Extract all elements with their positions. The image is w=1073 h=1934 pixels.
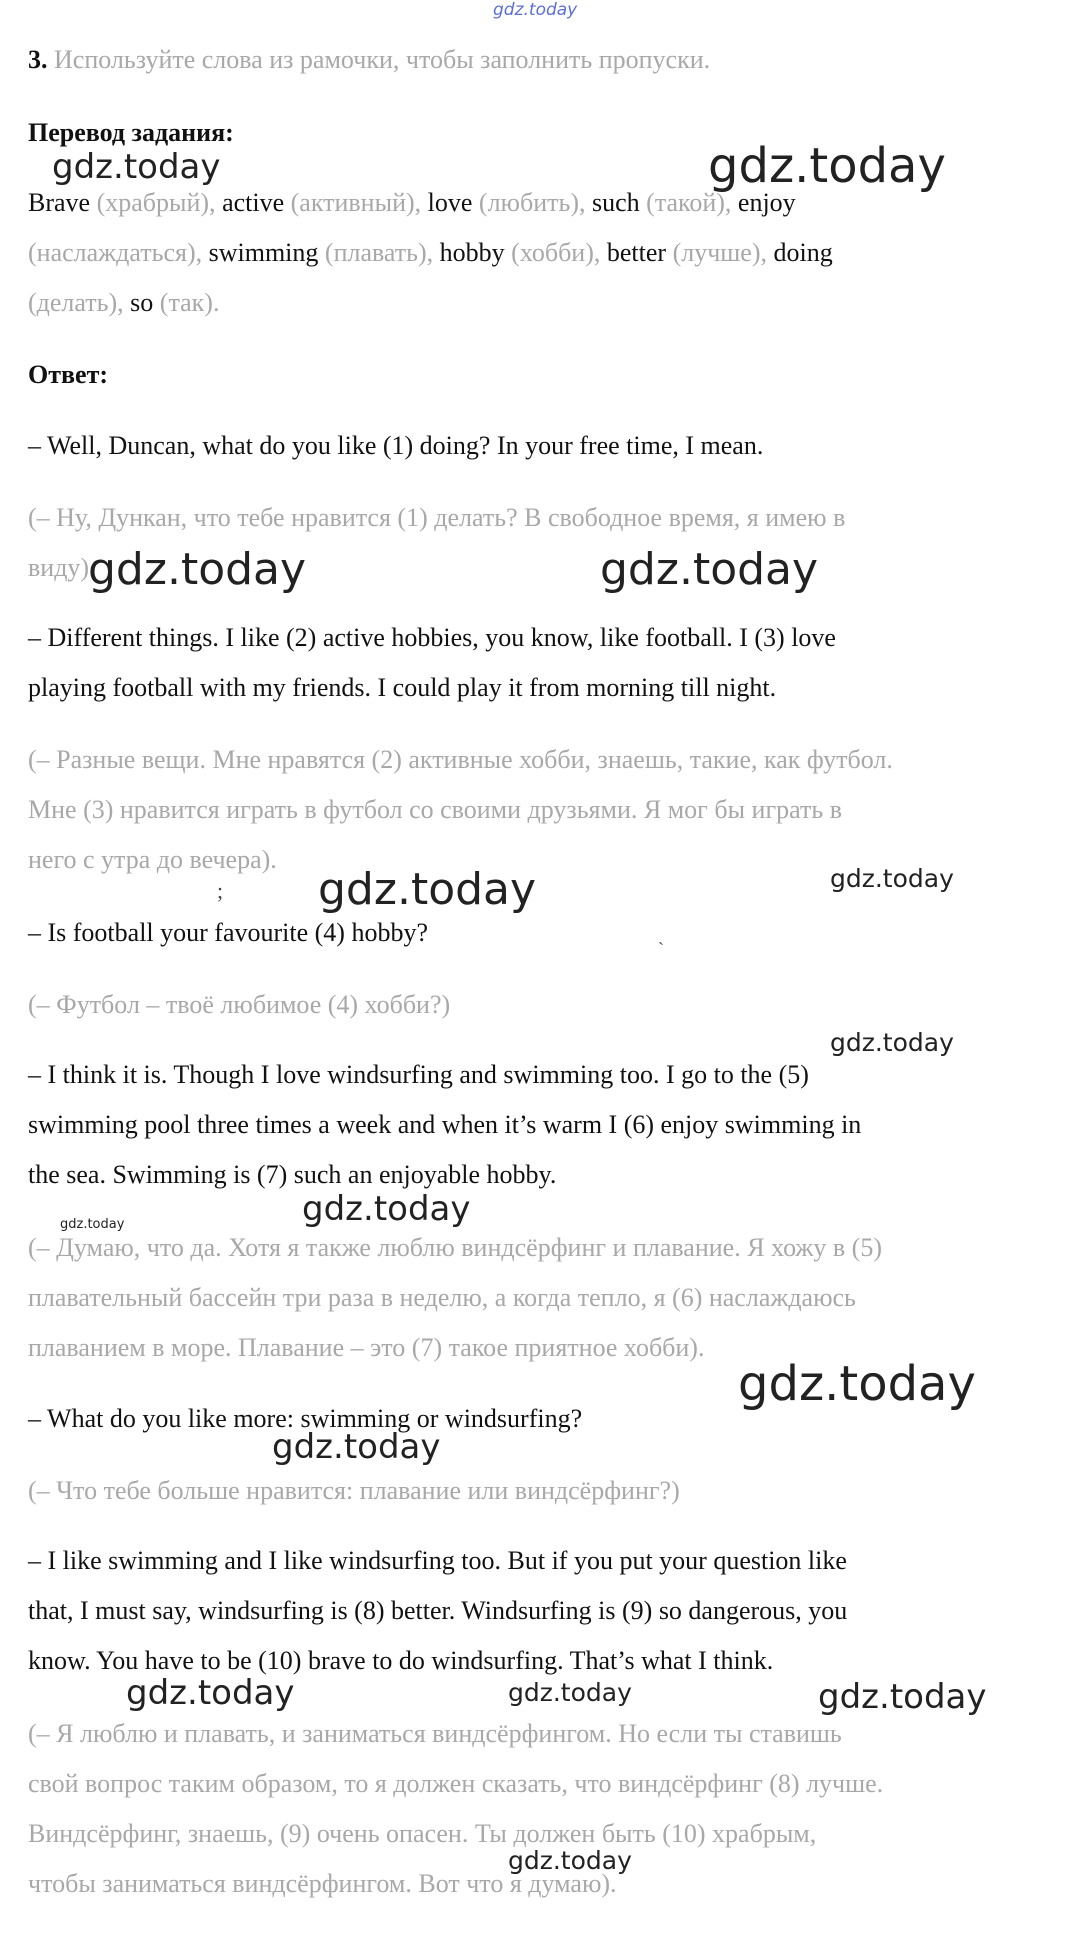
dialogue-en-line: that, I must say, windsurfing is (8) better. Windsurfing is (9) so dangerous, you	[28, 1596, 848, 1625]
dialogue-ru-line: Виндсёрфинг, знаешь, (9) очень опасен. Ты должен быть (10) храбрым,	[28, 1819, 817, 1848]
word-ru: (любить),	[478, 188, 586, 217]
dialogue-en-line: – I think it is. Though I love windsurfing and swimming too. I go to the (5)	[28, 1060, 809, 1089]
word-en: swimming	[208, 238, 319, 267]
word-en: active	[222, 188, 285, 217]
watermark: gdz.today	[508, 1846, 632, 1875]
watermark: gdz.today	[738, 1356, 976, 1412]
translation-line-2	[28, 240, 833, 266]
translation-line-3	[28, 290, 219, 316]
dialogue-ru-line: плавательный бассейн три раза в неделю, а когда тепло, я (6) наслаждаюсь	[28, 1283, 856, 1312]
watermark: gdz.today	[302, 1189, 471, 1229]
word-ru: (делать),	[28, 288, 124, 317]
dialogue-ru-line: свой вопрос таким образом, то я должен сказать, что виндсёрфинг (8) лучше.	[28, 1769, 884, 1798]
translation-heading: Перевод задания:	[28, 118, 234, 147]
dialogue-ru-line: Мне (3) нравится играть в футбол со своими друзьями. Я мог бы играть в	[28, 795, 842, 824]
watermark: gdz.today	[88, 544, 307, 595]
dialogue-en-line: – What do you like more: swimming or windsurfing?	[28, 1404, 583, 1433]
word-en: such	[591, 188, 640, 217]
dialogue-en-line: – I like swimming and I like windsurfing too. But if you put your question like	[28, 1546, 847, 1575]
dialogue-ru-line: виду).	[28, 553, 96, 582]
word-en: doing	[773, 238, 833, 267]
scan-speck: `	[658, 939, 664, 959]
watermark: gdz.today	[600, 544, 819, 595]
task-number: 3.	[28, 45, 48, 74]
word-en: better	[606, 238, 667, 267]
word-en: love	[427, 188, 473, 217]
answer-heading: Ответ:	[28, 360, 109, 389]
task-line	[28, 47, 710, 73]
word-ru: (плавать),	[324, 238, 434, 267]
top-watermark: gdz.today	[493, 0, 578, 20]
word-en: Brave	[28, 188, 91, 217]
dialogue-ru-line: (– Что тебе больше нравится: плавание или виндсёрфинг?)	[28, 1476, 680, 1505]
word-en: so	[130, 288, 154, 317]
word-ru: (активный),	[290, 188, 422, 217]
word-ru: (лучше),	[672, 238, 767, 267]
scan-speck: ;	[217, 878, 224, 903]
watermark: gdz.today	[126, 1673, 295, 1713]
dialogue-en-line: the sea. Swimming is (7) such an enjoyable hobby.	[28, 1160, 557, 1189]
watermark: gdz.today	[830, 864, 954, 893]
watermark: gdz.today	[272, 1427, 441, 1467]
dialogue-en-line: – Well, Duncan, what do you like (1) doing? In your free time, I mean.	[28, 431, 764, 460]
word-ru: (храбрый),	[96, 188, 216, 217]
watermark: gdz.today	[60, 1217, 125, 1232]
dialogue-en-line: swimming pool three times a week and when it’s warm I (6) enjoy swimming in	[28, 1110, 862, 1139]
word-en: enjoy	[737, 188, 796, 217]
dialogue-ru-line: чтобы заниматься виндсёрфингом. Вот что я думаю).	[28, 1869, 617, 1898]
dialogue-en-line: – Different things. I like (2) active hobbies, you know, like football. I (3) love	[28, 623, 836, 652]
task-instruction: Используйте слова из рамочки, чтобы заполнить пропуски.	[54, 45, 711, 74]
dialogue-ru-line: (– Разные вещи. Мне нравятся (2) активные хобби, знаешь, такие, как футбол.	[28, 745, 893, 774]
dialogue-en-line: know. You have to be (10) brave to do windsurfing. That’s what I think.	[28, 1646, 774, 1675]
watermark: gdz.today	[508, 1678, 632, 1707]
word-ru: (наслаждаться),	[28, 238, 203, 267]
dialogue-ru-line: (– Думаю, что да. Хотя я также люблю виндсёрфинг и плавание. Я хожу в (5)	[28, 1233, 882, 1262]
translation-line-1	[28, 190, 796, 216]
dialogue-ru-line: (– Я люблю и плавать, и заниматься виндсёрфингом. Но если ты ставишь	[28, 1719, 842, 1748]
dialogue-ru-line: (– Ну, Дункан, что тебе нравится (1) делать? В свободное время, я имею в	[28, 503, 846, 532]
watermark: gdz.today	[708, 138, 946, 194]
word-ru: (так).	[159, 288, 220, 317]
word-ru: (хобби),	[511, 238, 601, 267]
watermark: gdz.today	[818, 1677, 987, 1717]
dialogue-ru-line: (– Футбол – твоё любимое (4) хобби?)	[28, 990, 451, 1019]
word-en: hobby	[439, 238, 505, 267]
watermark: gdz.today	[52, 147, 221, 187]
dialogue-en-line: – Is football your favourite (4) hobby?	[28, 918, 429, 947]
watermark: gdz.today	[830, 1028, 954, 1057]
word-ru: (такой),	[646, 188, 732, 217]
dialogue-ru-line: него с утра до вечера).	[28, 845, 277, 874]
dialogue-ru-line: плаванием в море. Плавание – это (7) такое приятное хобби).	[28, 1333, 705, 1362]
watermark: gdz.today	[318, 864, 537, 915]
dialogue-en-line: playing football with my friends. I could play it from morning till night.	[28, 673, 777, 702]
